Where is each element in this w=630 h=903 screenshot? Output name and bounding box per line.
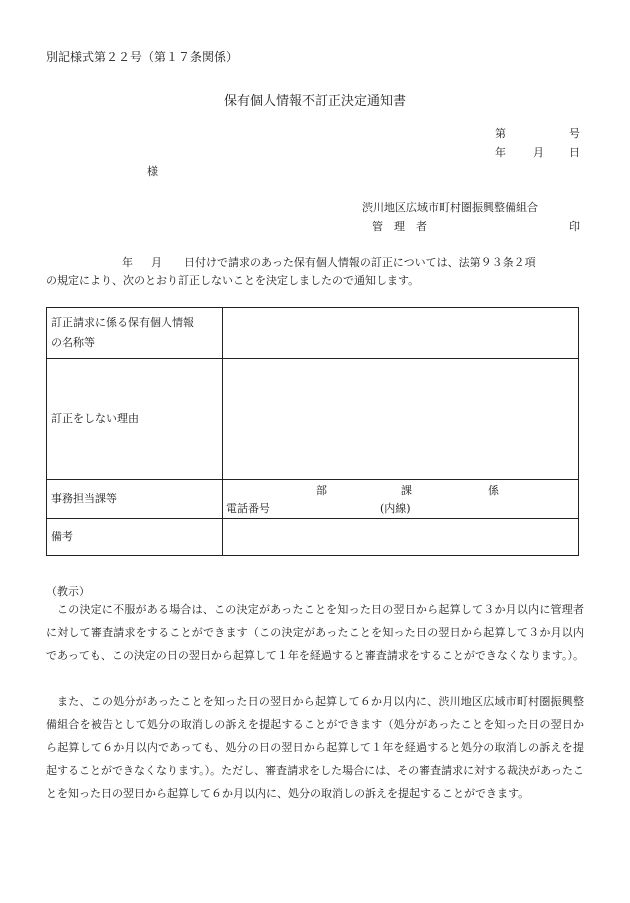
office-in-charge-label: 事務担当課等 — [47, 480, 223, 519]
table-row — [47, 308, 579, 359]
notice-line-1: 日付けで請求のあった保有個人情報の訂正については、法第９３条２項 — [184, 256, 536, 269]
number-prefix: 第 — [495, 127, 506, 140]
dept-label: 部 — [316, 484, 327, 497]
sender-role: 管 理 者 — [372, 220, 427, 233]
personal-info-name-value — [223, 308, 579, 359]
remarks-label: 備考 — [47, 519, 223, 556]
personal-info-name-label — [47, 308, 223, 359]
label-line: 訂正請求に係る保有個人情報 — [51, 316, 194, 329]
table-row — [47, 519, 579, 556]
refusal-reason-label: 訂正をしない理由 — [47, 359, 223, 480]
notice-year: 年 — [122, 256, 133, 269]
date-month: 月 — [533, 146, 544, 159]
instruction-paragraph-2: また、この処分があったことを知った日の翌日から起算して６か月以内に、渋川地区広域市町村圏振興整備組合を被告として処分の取消しの訴えを提起することができます（処分があったことを知った日の翌日から起算して６か月以内であっても、処分の日の翌日から起算して１年を経過すると処分の取消しの訴えを提起することができなくなります。）。ただし、審査請求をした場合には、その審査請求に対する裁決があったことを知った日の翌日から起算して６か月以内に、処分の取消しの訴えを提起することができます。 — [46, 695, 585, 800]
notice-month: 月 — [151, 256, 162, 269]
date-year: 年 — [495, 146, 506, 159]
unit-label: 係 — [488, 484, 499, 497]
office-in-charge-value — [223, 480, 579, 519]
date-day: 日 — [569, 146, 580, 159]
section-label: 課 — [401, 484, 412, 497]
refusal-reason-value — [223, 359, 579, 480]
notice-line-2: の規定により、次のとおり訂正しないことを決定しましたので通知します。 — [46, 274, 420, 287]
phone-label: 電話番号 — [226, 502, 270, 515]
recipient-honorific: 様 — [147, 165, 158, 178]
extension-label: (内線) — [380, 502, 411, 515]
document-title: 保有個人情報不訂正決定通知書 — [223, 94, 406, 109]
number-suffix: 号 — [569, 127, 580, 140]
info-table — [46, 307, 579, 556]
seal-mark: 印 — [569, 220, 580, 233]
label-line: の名称等 — [51, 336, 95, 349]
table-row — [47, 359, 579, 480]
form-number: 別記様式第２２号（第１７条関係） — [46, 50, 239, 64]
instruction-heading: （教示） — [46, 585, 90, 598]
instruction-paragraph-1: この決定に不服がある場合は、この決定があったことを知った日の翌日から起算して３か月以内に管理者に対して審査請求をすることができます（この決定があったことを知った日の翌日から起算して３か月以内であっても、この決定の日の翌日から起算して１年を経過すると審査請求をすることができなくなります。）。 — [46, 603, 585, 662]
remarks-value — [223, 519, 579, 556]
table-row — [47, 480, 579, 519]
sender-organization: 渋川地区広域市町村圏振興整備組合 — [362, 201, 538, 214]
